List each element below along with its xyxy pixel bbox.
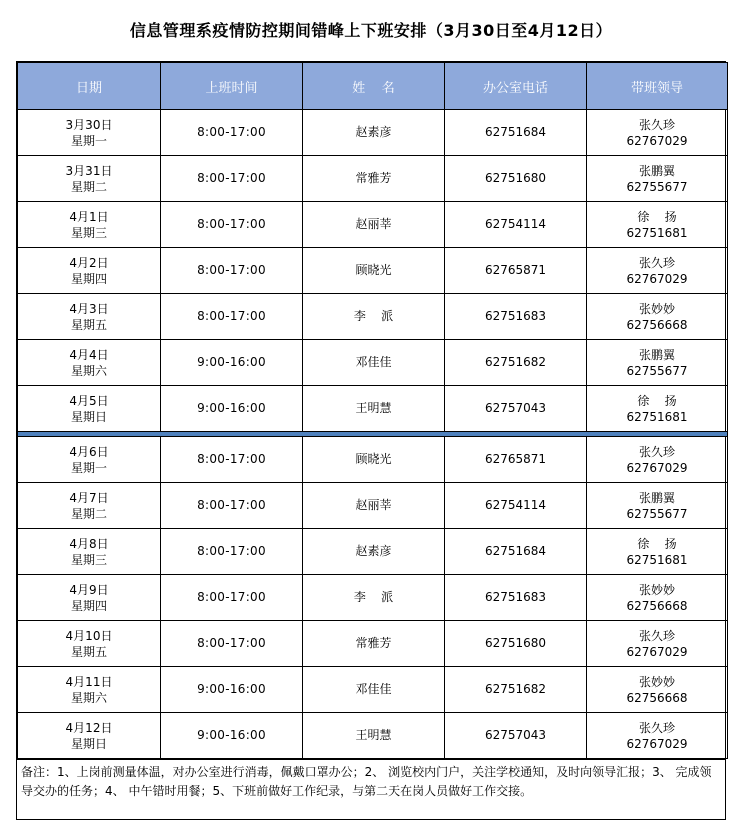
leader-cell [587, 713, 728, 759]
time-cell: 8:00-17:00 [161, 156, 303, 202]
date-cell [18, 713, 161, 759]
weekday-text: 星期日 [70, 409, 107, 424]
header-time: 上班时间 [161, 63, 303, 110]
date-text: 4月6日 [69, 444, 109, 459]
date-text: 4月2日 [69, 255, 109, 270]
page-title: 信息管理系疫情防控期间错峰上下班安排（3月30日至4月12日） [129, 21, 613, 40]
phone-cell: 62754114 [445, 202, 587, 248]
name-cell: 常雅芳 [303, 156, 445, 202]
header-row [18, 63, 728, 110]
date-text: 3月31日 [65, 163, 113, 178]
leader-name: 张久珍 [638, 444, 675, 459]
leader-name: 张鹏翼 [638, 347, 675, 362]
header-phone: 办公室电话 [445, 63, 587, 110]
name-cell: 顾晓光 [303, 248, 445, 294]
leader-name: 张妙妙 [638, 582, 675, 597]
leader-name: 张久珍 [638, 720, 675, 735]
name-cell: 顾晓光 [303, 437, 445, 483]
table-row [18, 294, 728, 340]
leader-phone: 62751681 [626, 225, 688, 240]
phone-cell: 62751680 [445, 156, 587, 202]
weekday-text: 星期四 [70, 598, 107, 613]
leader-phone: 62755677 [626, 506, 688, 521]
weekday-text: 星期二 [70, 506, 107, 521]
date-text: 4月9日 [69, 582, 109, 597]
date-cell [18, 202, 161, 248]
leader-cell [587, 621, 728, 667]
time-cell: 8:00-17:00 [161, 575, 303, 621]
leader-phone: 62756668 [626, 317, 688, 332]
leader-phone: 62756668 [626, 598, 688, 613]
leader-name: 张久珍 [638, 117, 675, 132]
header-date: 日期 [18, 63, 161, 110]
name-cell: 邓佳佳 [303, 340, 445, 386]
name-cell: 邓佳佳 [303, 667, 445, 713]
weekday-text: 星期二 [70, 179, 107, 194]
date-cell [18, 294, 161, 340]
leader-name: 徐 扬 [637, 393, 677, 408]
header-name: 姓 名 [303, 63, 445, 110]
date-text: 4月4日 [69, 347, 109, 362]
time-cell: 9:00-16:00 [161, 386, 303, 432]
phone-cell: 62751684 [445, 110, 587, 156]
leader-cell [587, 483, 728, 529]
time-cell: 8:00-17:00 [161, 110, 303, 156]
time-cell: 9:00-16:00 [161, 667, 303, 713]
leader-name: 徐 扬 [637, 209, 677, 224]
leader-cell [587, 529, 728, 575]
leader-phone: 62755677 [626, 179, 688, 194]
date-cell [18, 340, 161, 386]
leader-cell [587, 156, 728, 202]
header-leader: 带班领导 [587, 63, 728, 110]
date-text: 4月10日 [65, 628, 113, 643]
phone-cell: 62765871 [445, 437, 587, 483]
table-row [18, 386, 728, 432]
time-cell: 8:00-17:00 [161, 483, 303, 529]
name-cell: 王明慧 [303, 386, 445, 432]
date-cell [18, 529, 161, 575]
name-cell: 王明慧 [303, 713, 445, 759]
footnote: 备注：1、上岗前测量体温，对办公室进行消毒，佩戴口罩办公；2、 浏览校内门户，关注学校通知，及时向领导汇报；3、 完成领导交办的任务；4、 中午错时用餐；5、下班前做好工作纪录，与第二天在岗人员做好工作交接。 [17, 759, 725, 819]
leader-phone: 62767029 [626, 133, 688, 148]
leader-cell [587, 248, 728, 294]
leader-cell [587, 386, 728, 432]
date-text: 4月12日 [65, 720, 113, 735]
name-cell: 李 派 [303, 575, 445, 621]
leader-phone: 62767029 [626, 736, 688, 751]
phone-cell: 62751682 [445, 667, 587, 713]
date-text: 4月3日 [69, 301, 109, 316]
leader-name: 张久珍 [638, 255, 675, 270]
phone-cell: 62751683 [445, 294, 587, 340]
weekday-text: 星期五 [70, 317, 107, 332]
week1-rows [18, 110, 728, 432]
weekday-text: 星期日 [70, 736, 107, 751]
date-text: 4月5日 [69, 393, 109, 408]
leader-cell [587, 575, 728, 621]
leader-name: 徐 扬 [637, 536, 677, 551]
leader-phone: 62767029 [626, 644, 688, 659]
weekday-text: 星期三 [70, 552, 107, 567]
time-cell: 8:00-17:00 [161, 202, 303, 248]
table-row [18, 621, 728, 667]
date-text: 3月30日 [65, 117, 113, 132]
time-cell: 8:00-17:00 [161, 621, 303, 667]
weekday-text: 星期三 [70, 225, 107, 240]
leader-phone: 62751681 [626, 552, 688, 567]
name-cell: 赵素彦 [303, 110, 445, 156]
table-row [18, 667, 728, 713]
weekday-text: 星期六 [70, 363, 107, 378]
date-cell [18, 575, 161, 621]
leader-name: 张妙妙 [638, 301, 675, 316]
time-cell: 9:00-16:00 [161, 713, 303, 759]
phone-cell: 62751680 [445, 621, 587, 667]
date-text: 4月7日 [69, 490, 109, 505]
leader-cell [587, 110, 728, 156]
time-cell: 8:00-17:00 [161, 294, 303, 340]
date-cell [18, 483, 161, 529]
leader-cell [587, 294, 728, 340]
weekday-text: 星期五 [70, 644, 107, 659]
phone-cell: 62757043 [445, 386, 587, 432]
leader-phone: 62767029 [626, 271, 688, 286]
week2-rows [18, 437, 728, 759]
weekday-text: 星期六 [70, 690, 107, 705]
leader-cell [587, 437, 728, 483]
date-cell [18, 248, 161, 294]
leader-phone: 62755677 [626, 363, 688, 378]
leader-phone: 62767029 [626, 460, 688, 475]
table-row [18, 483, 728, 529]
date-cell [18, 621, 161, 667]
weekday-text: 星期四 [70, 271, 107, 286]
phone-cell: 62751684 [445, 529, 587, 575]
date-cell [18, 437, 161, 483]
date-text: 4月8日 [69, 536, 109, 551]
phone-cell: 62751682 [445, 340, 587, 386]
leader-name: 张鹏翼 [638, 163, 675, 178]
name-cell: 赵素彦 [303, 529, 445, 575]
date-cell [18, 667, 161, 713]
weekday-text: 星期一 [70, 133, 107, 148]
leader-name: 张久珍 [638, 628, 675, 643]
phone-cell: 62757043 [445, 713, 587, 759]
table-row [18, 110, 728, 156]
name-cell: 常雅芳 [303, 621, 445, 667]
table-row [18, 202, 728, 248]
leader-phone: 62751681 [626, 409, 688, 424]
schedule-table [17, 62, 728, 759]
table-row [18, 713, 728, 759]
date-cell [18, 156, 161, 202]
table-row [18, 340, 728, 386]
date-text: 4月11日 [65, 674, 113, 689]
leader-phone: 62756668 [626, 690, 688, 705]
table-row [18, 529, 728, 575]
leader-cell [587, 340, 728, 386]
table-row [18, 156, 728, 202]
table-row [18, 575, 728, 621]
weekday-text: 星期一 [70, 460, 107, 475]
date-cell [18, 386, 161, 432]
leader-name: 张鹏翼 [638, 490, 675, 505]
name-cell: 赵丽莘 [303, 202, 445, 248]
leader-name: 张妙妙 [638, 674, 675, 689]
time-cell: 8:00-17:00 [161, 437, 303, 483]
schedule-sheet [16, 61, 726, 820]
phone-cell: 62765871 [445, 248, 587, 294]
phone-cell: 62751683 [445, 575, 587, 621]
leader-cell [587, 202, 728, 248]
phone-cell: 62754114 [445, 483, 587, 529]
leader-cell [587, 667, 728, 713]
date-cell [18, 110, 161, 156]
time-cell: 8:00-17:00 [161, 529, 303, 575]
time-cell: 9:00-16:00 [161, 340, 303, 386]
date-text: 4月1日 [69, 209, 109, 224]
time-cell: 8:00-17:00 [161, 248, 303, 294]
table-row [18, 437, 728, 483]
name-cell: 李 派 [303, 294, 445, 340]
table-row [18, 248, 728, 294]
name-cell: 赵丽莘 [303, 483, 445, 529]
